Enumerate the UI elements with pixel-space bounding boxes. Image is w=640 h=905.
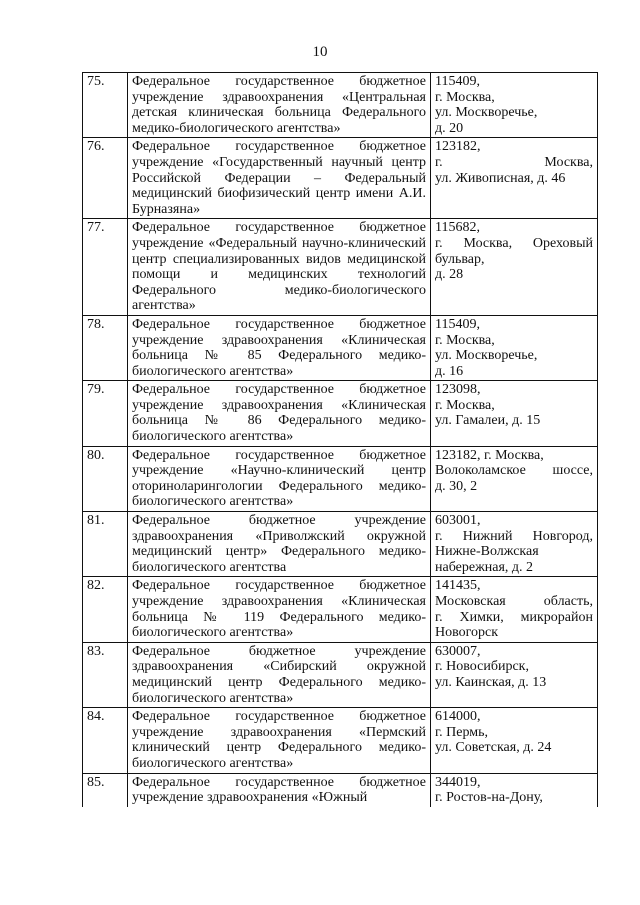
institution-address xyxy=(431,219,598,316)
address-line: ул. Гамалеи, д. 15 xyxy=(435,413,541,429)
address-line: г. Москва, xyxy=(435,154,593,170)
address-line: 123098, xyxy=(435,382,481,398)
address-line: г. Пермь, xyxy=(435,724,489,740)
address-line: 630007, xyxy=(435,643,481,659)
row-number: 78. xyxy=(83,315,128,380)
table-row xyxy=(83,446,598,511)
institution-address xyxy=(431,773,598,807)
institutions-table xyxy=(82,72,598,807)
address-line: 614000, xyxy=(435,709,481,725)
address-line: Московская область, xyxy=(435,594,593,609)
address-line: 141435, xyxy=(435,578,481,594)
address-line: г. Москва, xyxy=(435,397,495,413)
row-number: 76. xyxy=(83,138,128,219)
address-line: г. Нижний Новгород, xyxy=(435,528,593,544)
institution-name: Федеральное государственное бюджетное учреждение здравоохранения «Клиническая больница № 119 Федерального медико-биологического агентства» xyxy=(128,577,431,642)
address-line: д. 20 xyxy=(435,120,464,136)
address-line: 115682, xyxy=(435,220,480,236)
address-line: набережная, д. 2 xyxy=(435,559,534,575)
address-line: 344019, xyxy=(435,774,481,790)
institution-name: Федеральное государственное бюджетное учреждение здравоохранения «Центральная детская клиническая больница Федерального медико-биологического агентства» xyxy=(128,73,431,138)
row-number: 84. xyxy=(83,708,128,773)
address-line: г. Москва, xyxy=(435,89,495,105)
institution-name: Федеральное бюджетное учреждение здравоохранения «Сибирский окружной медицинский центр Федерального медико-биологического агентства» xyxy=(128,642,431,707)
address-line: 115409, xyxy=(435,74,480,89)
institution-name: Федеральное государственное бюджетное учреждение «Государственный научный центр Российской Федерации – Федеральный медицинский биофизический центр имени А.И. Бурназяна» xyxy=(128,138,431,219)
table-row xyxy=(83,381,598,446)
address-line: 115409, xyxy=(435,316,480,332)
row-number: 77. xyxy=(83,219,128,316)
institution-address xyxy=(431,577,598,642)
institution-address xyxy=(431,73,598,138)
table-row xyxy=(83,219,598,316)
address-line: д. 30, 2 xyxy=(435,478,478,494)
address-line: 123182, xyxy=(435,139,481,155)
row-number: 80. xyxy=(83,446,128,511)
table-row xyxy=(83,642,598,707)
institution-address xyxy=(431,512,598,577)
address-line: Волоколамское шоссе, xyxy=(435,463,593,479)
address-line: ул. Живописная, д. 46 xyxy=(435,170,566,186)
table-row xyxy=(83,577,598,642)
institution-name: Федеральное государственное бюджетное учреждение «Федеральный научно-клинический центр специализированных видов медицинской помощи и медицинских технологий Федерального медико-биологического агентства» xyxy=(128,219,431,316)
institution-address xyxy=(431,138,598,219)
address-line: 123182, г. Москва, xyxy=(435,447,544,463)
address-line: г. Химки, микрорайон xyxy=(435,609,593,625)
institution-address xyxy=(431,446,598,511)
address-line: г. Ростов-на-Дону, xyxy=(435,790,543,806)
institution-address xyxy=(431,642,598,707)
table-row xyxy=(83,512,598,577)
institution-name: Федеральное государственное бюджетное учреждение здравоохранения «Клиническая больница № 86 Федерального медико-биологического агентства» xyxy=(128,381,431,446)
address-line: д. 28 xyxy=(435,267,464,283)
institution-address xyxy=(431,315,598,380)
address-line: бульвар, xyxy=(435,251,485,267)
institution-name: Федеральное бюджетное учреждение здравоохранения «Приволжский окружной медицинский центр» Федерального медико-биологического агентства xyxy=(128,512,431,577)
institution-address xyxy=(431,381,598,446)
address-line: 603001, xyxy=(435,513,481,529)
address-line: д. 16 xyxy=(435,363,464,379)
institution-name: Федеральное государственное бюджетное учреждение здравоохранения «Южный xyxy=(128,773,431,807)
address-line: ул. Москворечье, xyxy=(435,105,538,121)
table-row xyxy=(83,773,598,807)
page-number: 10 xyxy=(312,44,328,60)
row-number: 85. xyxy=(83,773,128,807)
address-line: Новогорск xyxy=(435,625,499,641)
table-row xyxy=(83,708,598,773)
institution-name: Федеральное государственное бюджетное учреждение здравоохранения «Пермский клинический центр Федерального медико-биологического агентства» xyxy=(128,708,431,773)
row-number: 81. xyxy=(83,512,128,577)
address-line: Нижне-Волжская xyxy=(435,544,539,560)
institution-address xyxy=(431,708,598,773)
table-row xyxy=(83,315,598,380)
address-line: ул. Москворечье, xyxy=(435,348,538,364)
address-line: ул. Каинская, д. 13 xyxy=(435,674,547,690)
row-number: 75. xyxy=(83,73,128,138)
address-line: г. Москва, Ореховый xyxy=(435,235,593,251)
table-row xyxy=(83,73,598,138)
table-row xyxy=(83,138,598,219)
institution-name: Федеральное государственное бюджетное учреждение «Научно-клинический центр оториноларингологии Федерального медико-биологического агентства» xyxy=(128,446,431,511)
address-line: ул. Советская, д. 24 xyxy=(435,740,552,756)
address-line: г. Новосибирск, xyxy=(435,659,529,675)
row-number: 79. xyxy=(83,381,128,446)
row-number: 82. xyxy=(83,577,128,642)
institution-name: Федеральное государственное бюджетное учреждение здравоохранения «Клиническая больница № 85 Федерального медико-биологического агентства» xyxy=(128,315,431,380)
address-line: г. Москва, xyxy=(435,332,495,348)
row-number: 83. xyxy=(83,642,128,707)
